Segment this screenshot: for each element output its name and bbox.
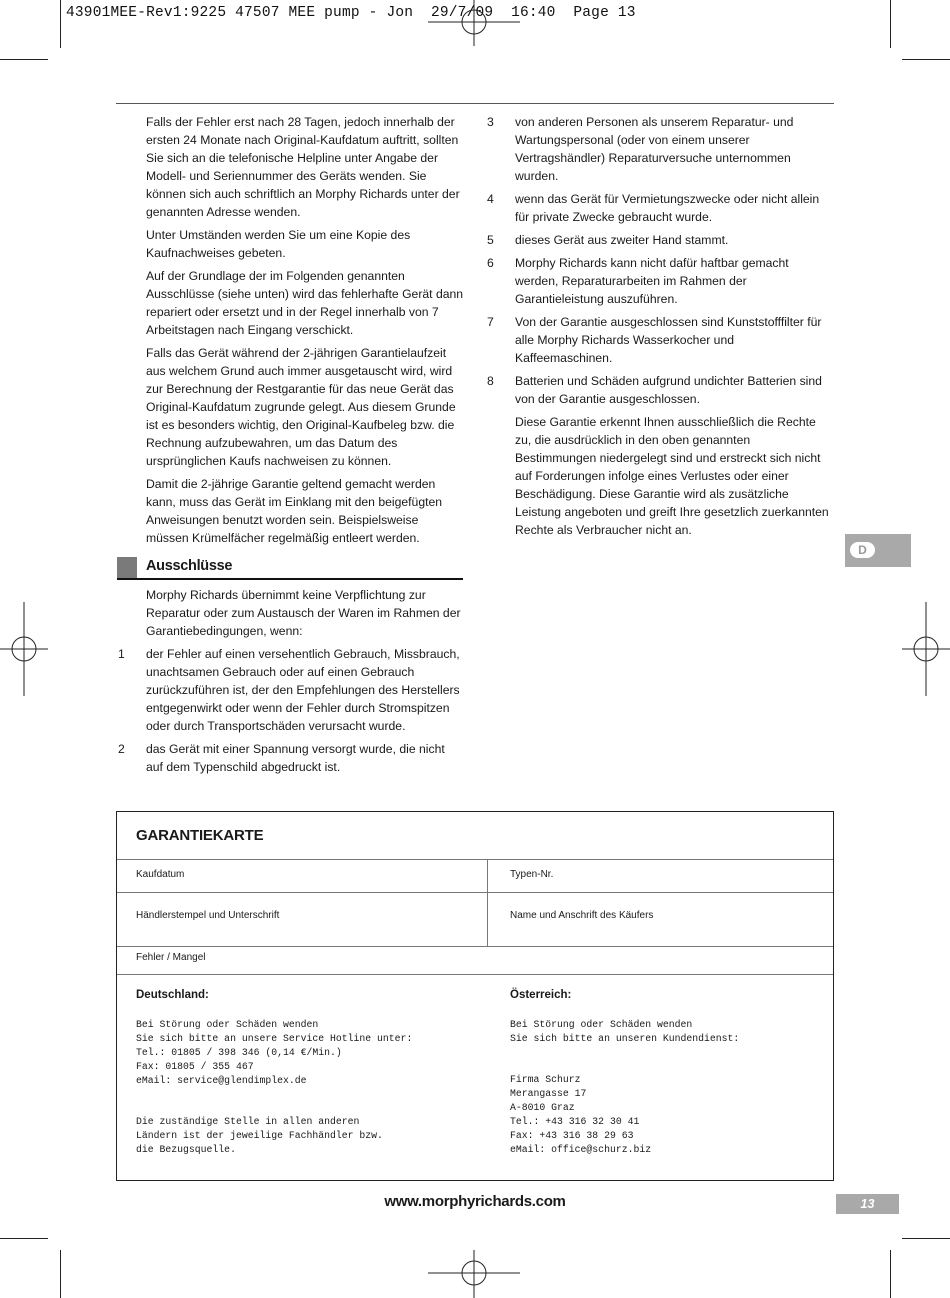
list-item xyxy=(487,190,832,226)
field-type-number[interactable]: Typen-Nr. xyxy=(510,869,554,880)
divider xyxy=(117,859,833,860)
germany-heading: Deutschland: xyxy=(136,989,209,1001)
card-title: GARANTIEKARTE xyxy=(136,827,264,844)
page-number: 13 xyxy=(836,1194,899,1214)
item-number: 4 xyxy=(487,192,494,206)
field-defect[interactable]: Fehler / Mangel xyxy=(136,952,206,963)
austria-contact: Bei Störung oder Schäden wenden Sie sich bitte an unseren Kundendienst: xyxy=(510,1019,740,1044)
item-text: Von der Garantie ausgeschlossen sind Kunststofffilter für alle Morphy Richards Wasserkocher und Kaffeemaschinen. xyxy=(515,315,822,365)
guarantee-card xyxy=(116,811,834,1181)
heading-bar xyxy=(117,557,137,578)
list-item xyxy=(487,313,832,367)
language-label: D xyxy=(850,542,875,558)
item-text: von anderen Personen als unserem Reparatur- und Wartungspersonal (oder von einem unserer Vertragshändler) Reparaturversuche unternommen wurden. xyxy=(515,115,794,183)
divider xyxy=(117,974,833,975)
right-column xyxy=(487,113,832,544)
item-text: das Gerät mit einer Spannung versorgt wurde, die nicht auf dem Typenschild abgedruckt ist. xyxy=(146,742,445,774)
field-purchase-date[interactable]: Kaufdatum xyxy=(136,869,185,880)
austria-heading: Österreich: xyxy=(510,989,572,1001)
left-column xyxy=(146,113,464,552)
field-buyer-address[interactable]: Name und Anschrift des Käufers xyxy=(510,910,654,921)
paragraph: Falls der Fehler erst nach 28 Tagen, jedoch innerhalb der ersten 24 Monate nach Original-Kaufdatum auftritt, sollten Sie sich an die telefonische Helpline unter Angabe der Modell- und Seriennummer des Geräts wenden. Sie können sich auch schriftlich an Morphy Richards unter der genannten Adresse wenden. xyxy=(146,115,460,219)
list-item xyxy=(118,740,464,776)
item-text: Batterien und Schäden aufgrund undichter Batterien sind von der Garantie ausgeschlossen. xyxy=(515,374,822,406)
language-tab xyxy=(845,534,911,567)
field-dealer-stamp[interactable]: Händlerstempel und Unterschrift xyxy=(136,910,280,921)
paragraph: Damit die 2-jährige Garantie geltend gemacht werden kann, muss das Gerät im Einklang mit den beigefügten Anweisungen benutzt worden sein. Beispielsweise müssen Krümelfächer regelmäßig entleert werden. xyxy=(146,477,443,545)
item-number: 7 xyxy=(487,315,494,329)
paragraph: Unter Umständen werden Sie um eine Kopie des Kaufnachweises gebeten. xyxy=(146,228,411,260)
item-text: der Fehler auf einen versehentlich Gebrauch, Missbrauch, unachtsamen Gebrauch oder auf einen Gebrauch zurückzuführen ist, der den Empfehlungen des Herstellers entgegenwirkt oder wenn der Fehler durch Stromspitzen oder durch Transportschäden verursacht wurde. xyxy=(146,647,460,733)
austria-address: Firma Schurz Merangasse 17 A-8010 Graz Tel.: +43 316 32 30 41 Fax: +43 316 38 29 63 eMail: office@schurz.biz xyxy=(510,1074,652,1155)
item-text: dieses Gerät aus zweiter Hand stammt. xyxy=(515,233,729,247)
list-item xyxy=(487,254,832,308)
item-text: wenn das Gerät für Vermietungszwecke oder nicht allein für private Zwecke gebraucht wurde. xyxy=(515,192,820,224)
germany-contact: Bei Störung oder Schäden wenden Sie sich bitte an unsere Service Hotline unter: Tel.: 01805 / 398 346 (0,14 €/Min.) Fax: 01805 / 355 467 eMail: service@glendimplex.de xyxy=(136,1019,413,1086)
divider xyxy=(487,860,488,946)
item-number: 2 xyxy=(118,742,125,756)
website-url[interactable]: www.morphyrichards.com xyxy=(384,1193,566,1210)
divider xyxy=(117,892,833,893)
item-number: 3 xyxy=(487,115,494,129)
list-item xyxy=(487,372,832,408)
section-title: Ausschlüsse xyxy=(146,558,233,574)
item-text: Morphy Richards kann nicht dafür haftbar gemacht werden, Reparaturarbeiten im Rahmen der Garantieleistung auszuführen. xyxy=(515,256,789,306)
item-number: 8 xyxy=(487,374,494,388)
top-rule xyxy=(116,103,834,104)
print-slug: 43901MEE-Rev1:9225 47507 MEE pump - Jon 29/7/09 16:40 Page 13 xyxy=(66,5,636,21)
paragraph: Falls das Gerät während der 2-jährigen Garantielaufzeit aus welchem Grund auch immer ausgetauscht wird, wird zur Berechnung der Restgarantie für das neue Gerät das Original-Kaufdatum zugrunde gelegt. Aus diesem Grunde ist es besonders wichtig, den Original-Kaufbeleg bzw. die Rechnung aufzubewahren, um das Datum des ursprünglichen Kaufs nachweisen zu können. xyxy=(146,346,456,468)
item-number: 5 xyxy=(487,233,494,247)
item-number: 1 xyxy=(118,647,125,661)
section-intro: Morphy Richards übernimmt keine Verpflichtung zur Reparatur oder zum Austausch der Waren im Rahmen der Garantiebedingungen, wenn: xyxy=(146,588,461,638)
closing-paragraph: Diese Garantie erkennt Ihnen ausschließlich die Rechte zu, die ausdrücklich in den oben genannten Bestimmungen niedergelegt sind und erstreckt sich nicht auf Forderungen infolge eines Verlustes oder einer Beschädigung. Diese Garantie wird als zusätzliche Leistung angeboten und greift Ihre gesetzlich zuerkannten Rechte als Verbraucher nicht an. xyxy=(515,415,829,537)
section-heading xyxy=(117,557,463,580)
list-item xyxy=(118,645,464,735)
germany-note: Die zuständige Stelle in allen anderen Ländern ist der jeweilige Fachhändler bzw. die Bezugsquelle. xyxy=(136,1116,383,1155)
list-item xyxy=(487,231,832,249)
divider xyxy=(117,946,833,947)
exclusions-left xyxy=(118,586,464,781)
item-number: 6 xyxy=(487,256,494,270)
list-item xyxy=(487,113,832,185)
paragraph: Auf der Grundlage der im Folgenden genannten Ausschlüsse (siehe unten) wird das fehlerhafte Gerät dann repariert oder ersetzt und in der Regel innerhalb von 7 Arbeitstagen nach Eingang verschickt. xyxy=(146,269,464,337)
